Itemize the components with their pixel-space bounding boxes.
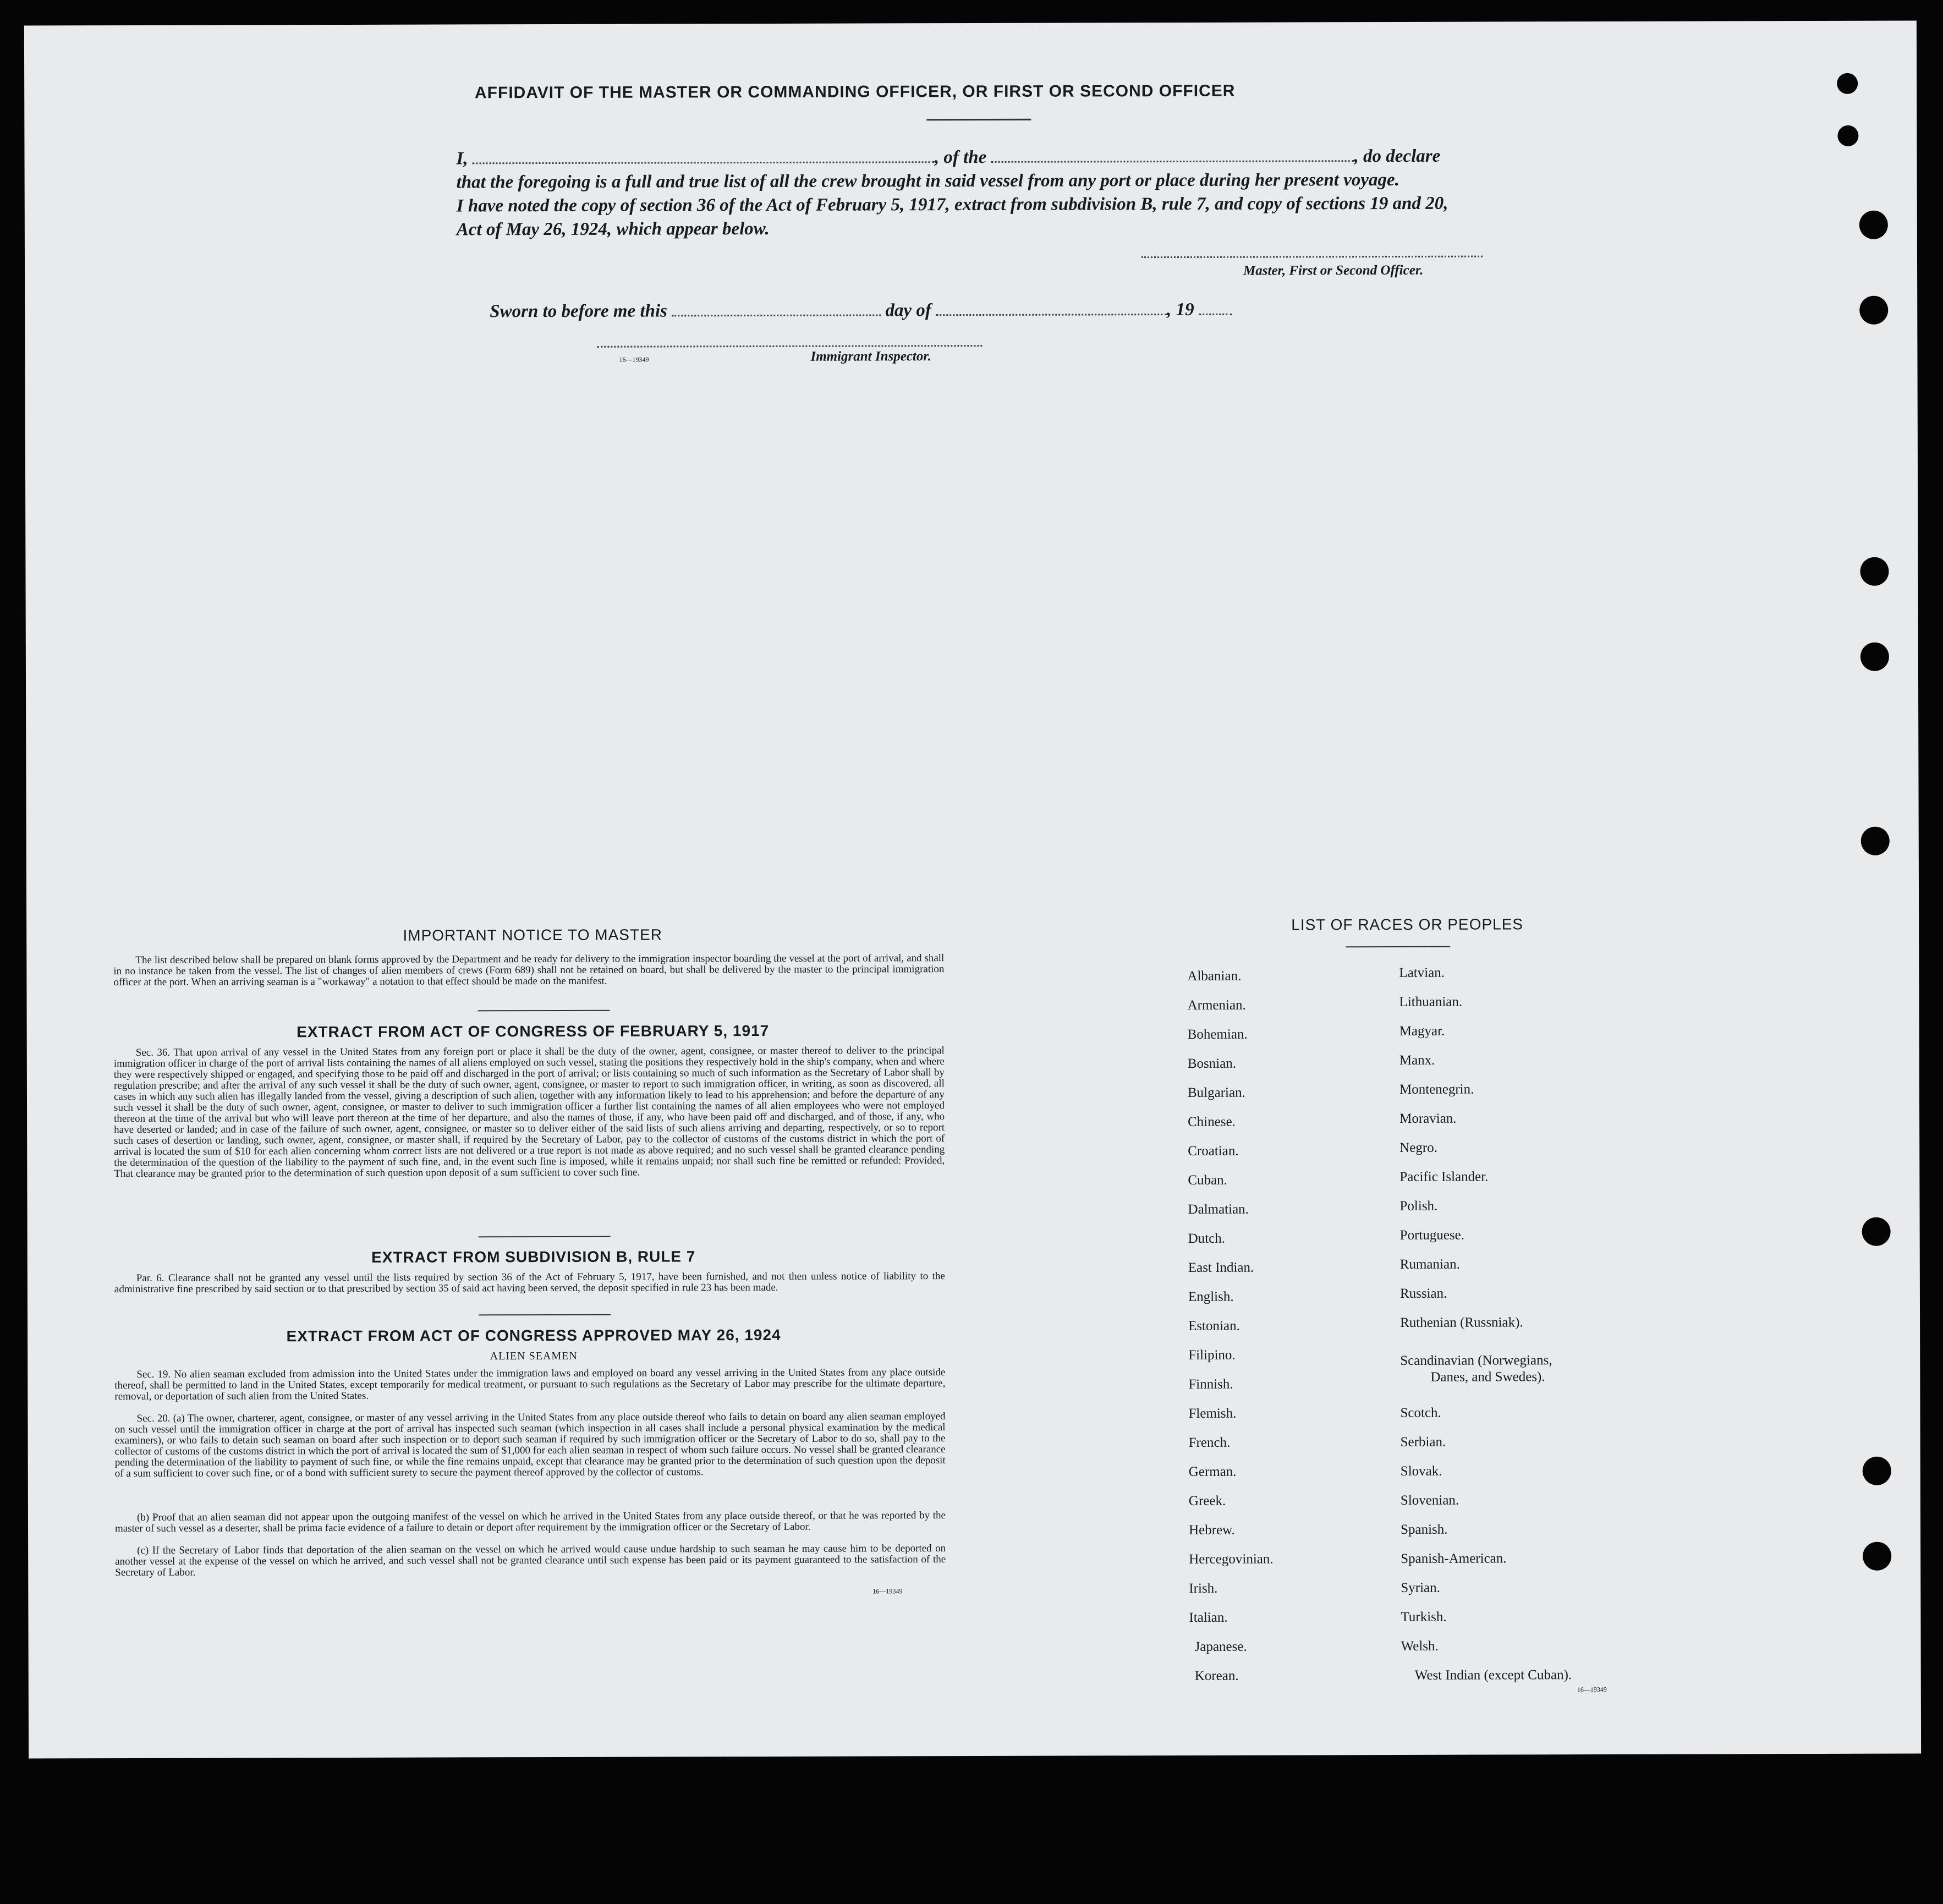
binder-hole <box>1837 73 1858 94</box>
sworn-year-field[interactable] <box>1199 314 1232 315</box>
vessel-field[interactable] <box>991 160 1354 163</box>
race-item: Syrian. <box>1401 1580 1440 1595</box>
race-item: Croatian. <box>1188 1143 1239 1159</box>
binder-hole <box>1861 827 1890 855</box>
divider <box>478 1010 610 1012</box>
affidavit-line-4: Act of May 26, 1924, which appear below. <box>456 218 770 240</box>
race-item: Flemish. <box>1188 1406 1237 1421</box>
race-item: Korean. <box>1194 1668 1239 1683</box>
extract-1917-body: Sec. 36. That upon arrival of any vessel in the United States from any foreign port or place it shall be the duty of the owner, agent, consignee, or master thereof to deliver to the principal immigration officer in charge of the port of arrival lists containing the names of all aliens employed on such vessel, stating the positions they respectively hold in the ship's company, when and where they were respectively shipped or engaged, and specifying those to be paid off and discharged in the port of arrival; or lists containing so much of such information as the Secretary of Labor shall by regulation prescribe; and after the arrival of any such vessel it shall be the duty of such owner, agent, consignee, or master to report to such immigration officer, in writing, as soon as discovered, all cases in which any such alien has illegally landed from the vessel, giving a description of such alien, together with any information likely to lead to his apprehension; and before the departure of any such vessel it shall be the duty of such owner, agent, consignee, or master to deliver to such immigration officer a further list containing the names of all alien employees who were not employed thereon at the time of the arrival but who will leave port thereon at the time of her departure, and also the names of those, if any, who have been paid off and discharged, and of those, if any, who have deserted or landed; and in case of the failure of such owner, agent, consignee, or master so to deliver either of the said lists of such aliens arriving and departing, respectively, or so to report such cases of desertion or landing, such owner, agent, consignee, or master shall, if required by the Secretary of Labor, pay to the collector of customs of the customs district in which the port of arrival is located the sum of $10 for each alien concerning whom correct lists are not delivered or a true report is not made as above required; and no such vessel shall be granted clearance pending the determination of the question of the liability to the payment of such fine, and, in the event such fine is imposed, while it remains unpaid; nor shall such fine be remitted or refunded: Provided, That clearance may be granted prior to the determination of such question upon deposit of a sum sufficient to cover such fine. <box>113 1045 945 1180</box>
race-item: Hercegovinian. <box>1189 1551 1274 1567</box>
race-item: Bosnian. <box>1187 1056 1237 1071</box>
extract-rule7-title: EXTRACT FROM SUBDIVISION B, RULE 7 <box>371 1248 696 1266</box>
race-item: Hebrew. <box>1189 1522 1235 1538</box>
race-item: Manx. <box>1399 1052 1435 1068</box>
race-item: Irish. <box>1189 1581 1218 1596</box>
inspector-signature-line[interactable] <box>597 345 982 348</box>
affidavit-form-number: 16—19349 <box>619 355 649 364</box>
race-item: Albanian. <box>1187 968 1242 984</box>
binder-hole <box>1859 296 1888 325</box>
race-item: English. <box>1188 1289 1234 1304</box>
race-item: French. <box>1188 1435 1231 1450</box>
form-sheet <box>24 21 1921 1759</box>
extract-1924-title: EXTRACT FROM ACT OF CONGRESS APPROVED MAY 26, 1924 <box>286 1326 781 1345</box>
sworn-day-of: day of <box>885 300 931 321</box>
divider <box>479 1314 611 1316</box>
binder-hole <box>1860 643 1889 671</box>
race-item: Magyar. <box>1399 1023 1445 1039</box>
sec-20a-body: Sec. 20. (a) The owner, charterer, agent, consignee, or master of any vessel arriving in the United States from any place outside thereof who fails to detain on board any alien seaman employed on such vessel until the immigration officer in charge at the port of arrival has inspected such seaman (which inspection in all cases shall include a personal physical examination by the medical examiners), or who fails to detain such seaman on board after such inspection or to deport such seaman if required by such immigration officer or the Secretary of Labor to do so, shall pay to the collector of customs of the customs district in which the port of arrival is located the sum of $1,000 for each alien seaman in respect of whom such failure occurs. No vessel shall be granted clearance pending the determination of the liability to payment of such fine, or while the fine remains unpaid, except that clearance may be granted prior to the determination of such question upon the deposit of a sum sufficient to cover such fine, or of a bond with sufficient surety to secure the payment thereof approved by the collector of customs. <box>114 1411 946 1480</box>
affidavit-line-2: that the foregoing is a full and true list of all the crew brought in said vessel from any port or place during her present voyage. <box>456 169 1399 193</box>
affidavit-title: AFFIDAVIT OF THE MASTER OR COMMANDING OFFICER, OR FIRST OR SECOND OFFICER <box>474 81 1236 102</box>
race-item: Welsh. <box>1401 1638 1439 1654</box>
affidavit-do-declare: , do declare <box>1354 146 1441 167</box>
races-title: LIST OF RACES OR PEOPLES <box>1291 915 1524 934</box>
race-item: West Indian (except Cuban). <box>1414 1667 1572 1683</box>
race-item: Russian. <box>1399 1286 1447 1301</box>
race-item: Bohemian. <box>1187 1027 1248 1042</box>
race-item: Greek. <box>1188 1493 1226 1508</box>
races-title-rule <box>1346 946 1450 947</box>
race-item: Chinese. <box>1188 1114 1236 1129</box>
race-item: Danes, and Swedes). <box>1430 1369 1545 1385</box>
binder-hole <box>1837 125 1858 146</box>
binder-hole <box>1860 557 1889 586</box>
binder-hole <box>1862 1217 1891 1246</box>
race-item: Filipino. <box>1188 1347 1236 1363</box>
race-item: Dalmatian. <box>1188 1201 1249 1217</box>
race-item: Italian. <box>1189 1610 1228 1625</box>
race-item: Montenegrin. <box>1399 1082 1474 1097</box>
race-item: Slovak. <box>1400 1463 1442 1479</box>
notice-body: The list described below shall be prepared on blank forms approved by the Department and be ready for delivery to the immigration inspector boarding the vessel at the port of arrival, and shall in no instance be taken from the vessel. The list of changes of alien members of crews (Form 689) shall not be retained on board, but shall be delivered by the master to the principal immigration officer at the port. When an arriving seaman is a "workaway" a notation to that effect should be made on the manifest. <box>113 952 945 989</box>
race-item: Slovenian. <box>1400 1493 1459 1508</box>
race-item: Dutch. <box>1188 1231 1226 1246</box>
divider <box>479 1236 611 1238</box>
race-item: Bulgarian. <box>1187 1085 1245 1100</box>
binder-hole <box>1859 211 1888 239</box>
notice-title: IMPORTANT NOTICE TO MASTER <box>403 926 662 944</box>
affidavit-line-1 <box>456 144 1440 171</box>
race-item: Portuguese. <box>1399 1227 1465 1243</box>
affidavit-line-3: I have noted the copy of section 36 of the Act of February 5, 1917, extract from subdivision B, rule 7, and copy of sections 19 and 20, <box>456 193 1448 216</box>
sec-20b-body: (b) Proof that an alien seaman did not appear upon the outgoing manifest of the vessel on which he arrived in the United States from any place outside thereof, or that he was reported by the master of such vessel as a deserter, shall be prima facie evidence of a failure to detain or deport after requirement by the immigration officer or the Secretary of Labor. <box>115 1510 946 1535</box>
sec-19-body: Sec. 19. No alien seaman excluded from admission into the United States under the immigration laws and employed on board any vessel arriving in the United States from any place outside thereof, shall be permitted to land in the United States, except temporarily for medical treatment, or pursuant to such regulations as the Secretary of Labor may prescribe for the ultimate departure, removal, or deportation of such alien from the United States. <box>114 1367 946 1403</box>
race-item: Scotch. <box>1400 1405 1441 1420</box>
extract-1924-subtitle: ALIEN SEAMEN <box>490 1349 578 1363</box>
affidavit-i: I, <box>456 149 468 169</box>
race-item: Pacific Islander. <box>1399 1169 1489 1184</box>
extract-1924-form-number: 16—19349 <box>872 1587 903 1595</box>
race-item: Spanish. <box>1401 1522 1448 1537</box>
sworn-date-field[interactable] <box>672 314 881 316</box>
race-item: Rumanian. <box>1399 1256 1460 1272</box>
affidavit-title-rule <box>926 119 1031 120</box>
race-item: Estonian. <box>1188 1318 1240 1334</box>
sec-20c-body: (c) If the Secretary of Labor finds that deportation of the alien seaman on the vessel on which he arrived would cause undue hardship to such seaman he may cause him to be deported on another vessel at the expense of the vessel on which he arrived, and such vessel shall not be granted clearance until such expense has been paid or its payment guaranteed to the satisfaction of the Secretary of Labor. <box>115 1543 946 1579</box>
sworn-year: , 19 <box>1167 299 1194 320</box>
extract-1917-title: EXTRACT FROM ACT OF CONGRESS OF FEBRUARY 5, 1917 <box>297 1022 770 1041</box>
master-signature-line[interactable] <box>1141 256 1483 259</box>
sworn-prefix: Sworn to before me this <box>490 301 667 322</box>
race-item: German. <box>1188 1464 1237 1479</box>
race-item: Japanese. <box>1194 1639 1247 1654</box>
race-item: Cuban. <box>1188 1172 1227 1188</box>
race-item: Armenian. <box>1187 997 1246 1013</box>
race-item: Turkish. <box>1401 1609 1447 1625</box>
name-field[interactable] <box>473 161 935 164</box>
inspector-label: Immigrant Inspector. <box>810 349 931 364</box>
race-item: East Indian. <box>1188 1260 1254 1275</box>
affidavit-of-the: , of the <box>934 147 987 168</box>
master-signature-label: Master, First or Second Officer. <box>1243 262 1424 278</box>
sworn-month-field[interactable] <box>936 314 1167 316</box>
race-item: Moravian. <box>1399 1111 1457 1126</box>
races-form-number: 16—19349 <box>1577 1685 1607 1694</box>
race-item: Negro. <box>1399 1140 1438 1155</box>
race-item: Ruthenian (Russniak). <box>1400 1315 1523 1330</box>
race-item: Serbian. <box>1400 1434 1446 1450</box>
race-item: Polish. <box>1399 1198 1438 1214</box>
sworn-line <box>490 298 1232 324</box>
race-item: Finnish. <box>1188 1376 1233 1392</box>
extract-rule7-body: Par. 6. Clearance shall not be granted any vessel until the lists required by section 36 of the Act of February 5, 1917, have been furnished, and not then unless notice of liability to the administrative fine prescribed by said section or to that prescribed by section 35 of said act having been served, the deposit specified in rule 23 has been made. <box>114 1270 945 1296</box>
race-item: Latvian. <box>1399 965 1445 980</box>
binder-hole <box>1863 1542 1891 1571</box>
race-item: Scandinavian (Norwegians, <box>1400 1353 1552 1368</box>
race-item: Lithuanian. <box>1399 994 1463 1009</box>
race-item: Spanish-American. <box>1401 1551 1507 1566</box>
binder-hole <box>1863 1457 1891 1485</box>
